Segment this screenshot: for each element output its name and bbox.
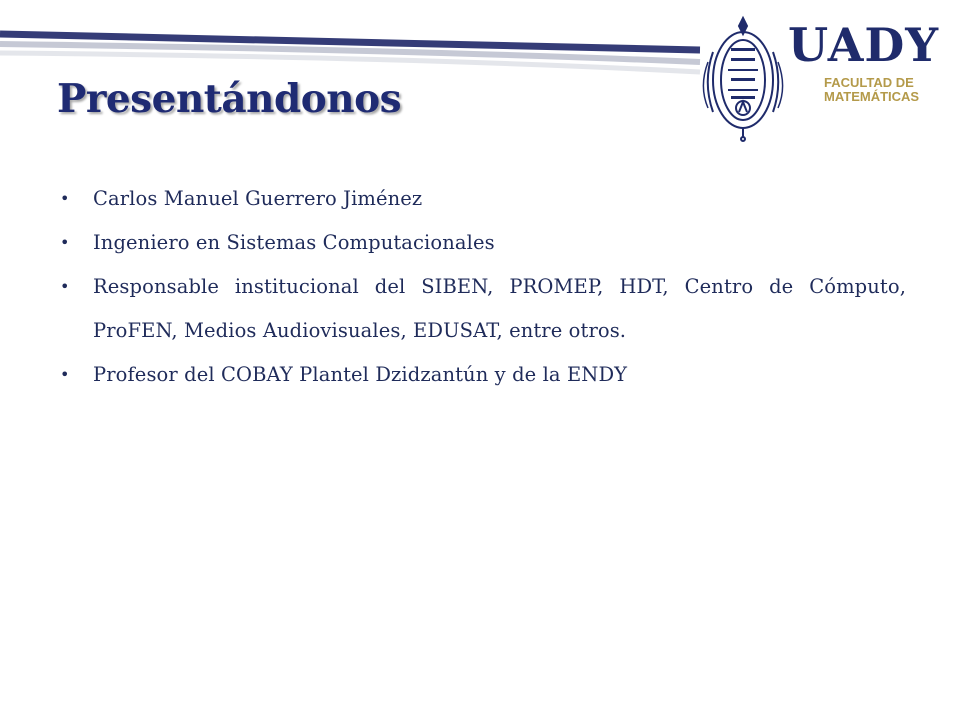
logo-subtitle-line1: FACULTAD DE — [824, 75, 914, 90]
bullet-icon: • — [60, 189, 70, 208]
bullet-icon: • — [60, 233, 70, 252]
list-item — [58, 353, 906, 397]
bullet-text: Carlos Manuel Guerrero Jiménez — [93, 187, 423, 210]
uady-logo — [788, 18, 940, 104]
bullet-icon: • — [60, 277, 70, 296]
bullet-text: Ingeniero en Sistemas Computacionales — [93, 231, 495, 254]
bullet-list — [58, 177, 906, 397]
university-seal-icon — [698, 12, 788, 142]
bullet-icon: • — [60, 365, 70, 384]
list-item — [58, 177, 906, 221]
bullet-text: Profesor del COBAY Plantel Dzidzantún y de la ENDY — [93, 363, 628, 386]
slide-title: Presentándonos — [57, 76, 402, 122]
list-item — [58, 221, 906, 265]
list-item — [58, 265, 906, 353]
logo-subtitle-line2: MATEMÁTICAS — [824, 89, 920, 104]
bullet-text: Responsable institucional del SIBEN, PROMEP, HDT, Centro de Cómputo, ProFEN, Medios Audiovisuales, EDUSAT, entre otros. — [93, 275, 906, 342]
logo-wordmark: UADY — [788, 18, 940, 72]
